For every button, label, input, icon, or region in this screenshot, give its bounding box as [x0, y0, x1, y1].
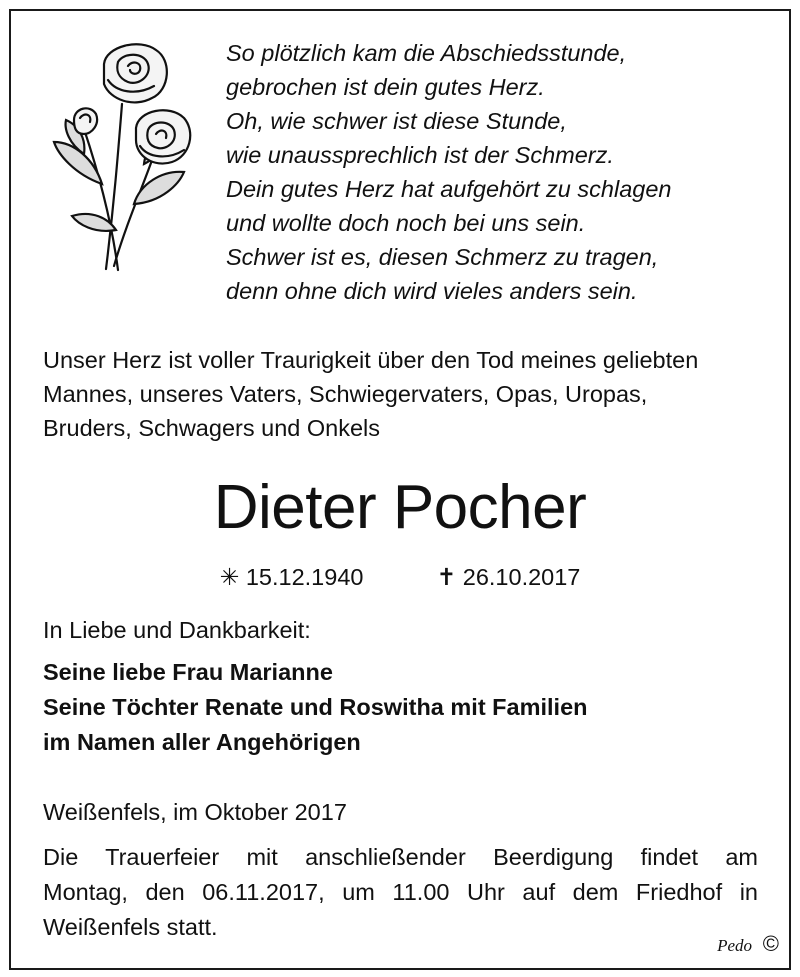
thanks-intro: In Liebe und Dankbarkeit:	[43, 617, 311, 643]
intro-line: Bruders, Schwagers und Onkels	[43, 415, 380, 441]
intro-line: Unser Herz ist voller Traurigkeit über den Tod meines geliebten	[43, 347, 699, 373]
poem-line: Schwer ist es, diesen Schmerz zu tragen,	[226, 244, 659, 270]
mourners-list	[43, 655, 588, 760]
deceased-name: Dieter Pocher	[213, 473, 587, 542]
funeral-line: Weißenfels statt.	[43, 914, 218, 940]
mourner-line: im Namen aller Angehörigen	[43, 729, 361, 755]
funeral-line: Montag, den 06.11.2017, um 11.00 Uhr auf dem Friedhof in	[43, 879, 758, 905]
place-date: Weißenfels, im Oktober 2017	[43, 799, 347, 825]
poem-line: Dein gutes Herz hat aufgehört zu schlagen	[226, 176, 672, 202]
poem-line: denn ohne dich wird vieles anders sein.	[226, 278, 638, 304]
funeral-line: Die Trauerfeier mit anschließender Beerdigung findet am	[43, 844, 758, 870]
birth-star-icon: ✳	[219, 564, 240, 590]
roses-illustration-icon	[44, 34, 204, 274]
intro-line: Mannes, unseres Vaters, Schwiegervaters, Opas, Uropas,	[43, 381, 648, 407]
designer-signature	[717, 932, 779, 958]
poem-line: und wollte doch noch bei uns sein.	[226, 210, 586, 236]
intro-text	[43, 343, 773, 445]
life-dates	[0, 562, 800, 592]
poem-line: So plötzlich kam die Abschiedsstunde,	[226, 40, 627, 66]
death-cross-icon: ✝	[436, 564, 457, 590]
mourner-line: Seine liebe Frau Marianne	[43, 659, 333, 685]
signature-name: Pedo	[717, 936, 753, 955]
poem-line: wie unaussprechlich ist der Schmerz.	[226, 142, 614, 168]
birth-date: 15.12.1940	[245, 564, 364, 590]
copyright-icon: ©	[762, 931, 779, 956]
poem-line: gebrochen ist dein gutes Herz.	[226, 74, 545, 100]
death-date: 26.10.2017	[462, 564, 581, 590]
poem	[226, 36, 766, 308]
mourner-line: Seine Töchter Renate und Roswitha mit Familien	[43, 694, 588, 720]
funeral-info	[43, 840, 758, 945]
poem-line: Oh, wie schwer ist diese Stunde,	[226, 108, 567, 134]
